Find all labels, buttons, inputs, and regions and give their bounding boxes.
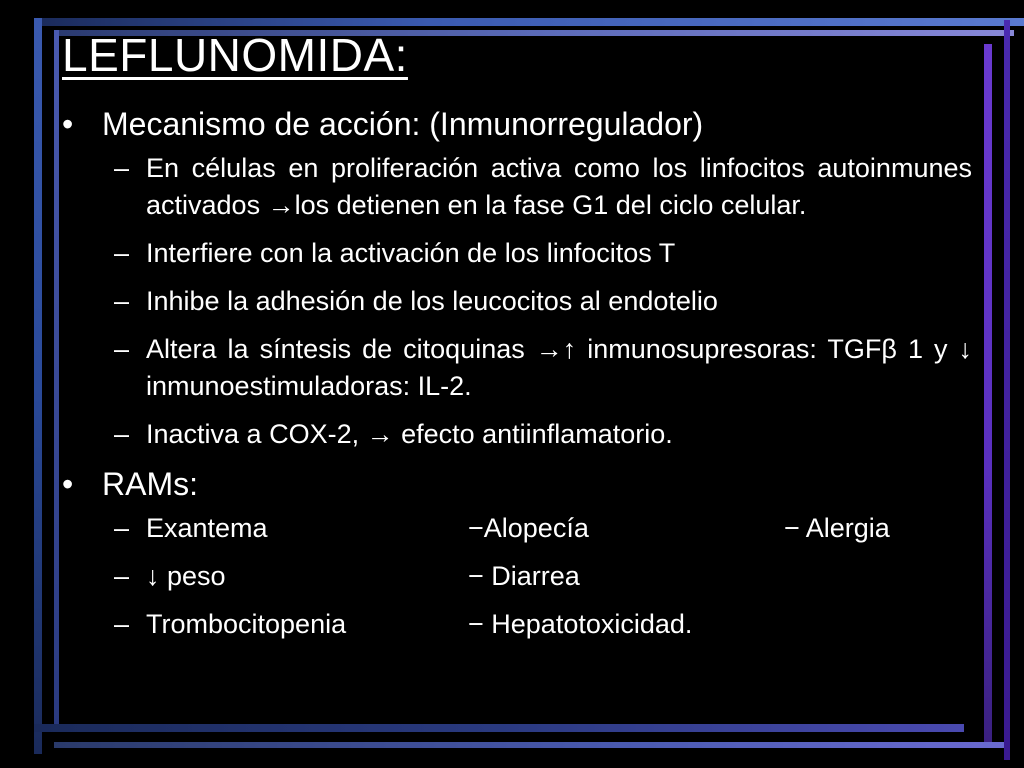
- list-item-text: Altera la síntesis de citoquinas →↑ inmunosupresoras: TGFβ 1 y ↓ inmunoestimuladoras: IL-2.: [146, 334, 972, 401]
- list-item: [62, 150, 972, 224]
- adverse-effects-row: [62, 510, 972, 547]
- dash-glyph: –: [114, 561, 130, 591]
- adverse-effect: −Alopecía: [468, 513, 589, 543]
- dash-glyph: –: [114, 153, 130, 183]
- list-item: [62, 416, 972, 453]
- bullet-glyph: •: [62, 106, 74, 142]
- list-item-text: En células en proliferación activa como los linfocitos autoinmunes activados →los detienen en la fase G1 del ciclo celular.: [146, 153, 972, 220]
- list-item-text: Inactiva a COX-2, → efecto antiinflamatorio.: [146, 419, 673, 449]
- decorative-bar-bottom-inner: [34, 724, 964, 732]
- decorative-bar-left-inner: [54, 30, 59, 730]
- bullet-glyph: •: [62, 466, 74, 502]
- dash-glyph: –: [114, 334, 130, 364]
- adverse-effects-row: [62, 558, 972, 595]
- section-heading-text: Mecanismo de acción: (Inmunorregulador): [102, 106, 704, 142]
- slide-content: [62, 104, 972, 654]
- adverse-effect: Exantema: [146, 513, 268, 543]
- dash-glyph: –: [114, 286, 130, 316]
- dash-glyph: –: [114, 419, 130, 449]
- dash-glyph: –: [114, 238, 130, 268]
- decorative-bar-left: [34, 18, 42, 754]
- section-heading-mechanism: [62, 104, 972, 144]
- list-item: [62, 283, 972, 320]
- adverse-effect: Trombocitopenia: [146, 609, 347, 639]
- dash-glyph: –: [114, 609, 130, 639]
- adverse-effect: − Alergia: [784, 513, 890, 543]
- list-item-text: Interfiere con la activación de los linfocitos T: [146, 238, 676, 268]
- adverse-effect: − Diarrea: [468, 561, 580, 591]
- list-item: [62, 235, 972, 272]
- adverse-effect: ↓ peso: [146, 561, 226, 591]
- adverse-effect: − Hepatotoxicidad.: [468, 609, 693, 639]
- decorative-bar-top: [34, 18, 1024, 26]
- decorative-bar-right-inner: [984, 44, 992, 744]
- section-heading-text: RAMs:: [102, 466, 198, 502]
- list-item-text: Inhibe la adhesión de los leucocitos al endotelio: [146, 286, 718, 316]
- dash-glyph: –: [114, 513, 130, 543]
- decorative-bar-bottom: [54, 742, 1004, 748]
- list-item: [62, 331, 972, 405]
- decorative-bar-right: [1004, 20, 1010, 760]
- slide-title: LEFLUNOMIDA:: [62, 29, 408, 81]
- section-heading-rams: [62, 464, 972, 504]
- adverse-effects-row: [62, 606, 972, 643]
